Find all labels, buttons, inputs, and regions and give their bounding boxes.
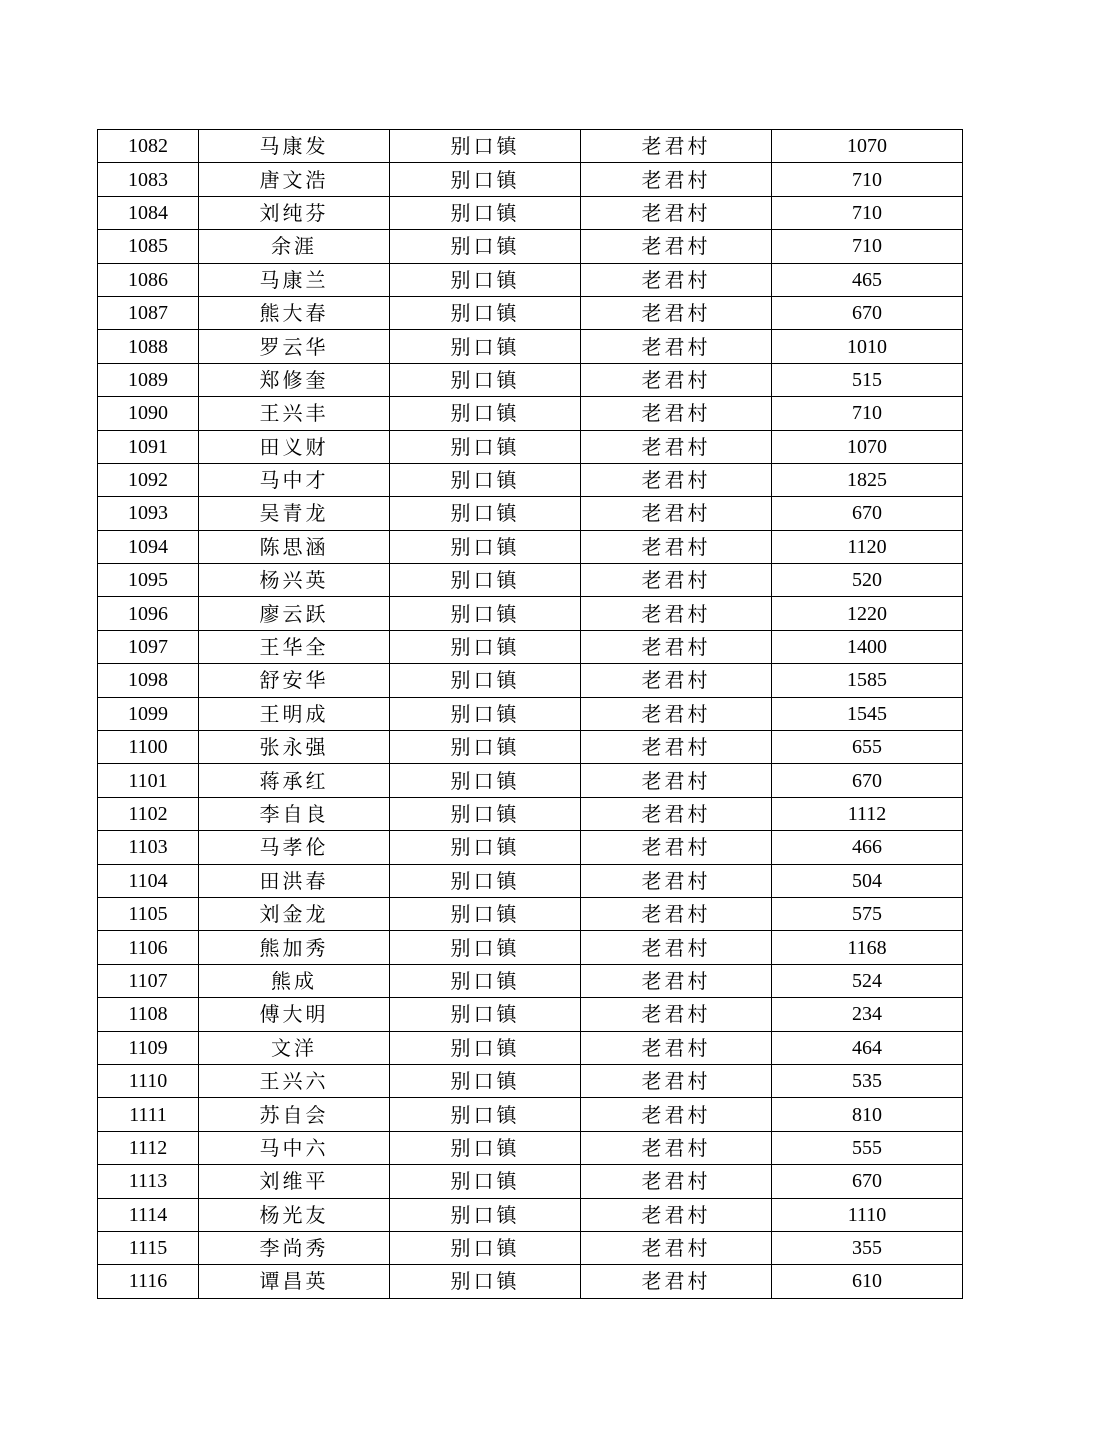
village-cell: 老君村 xyxy=(581,397,772,430)
amount-cell: 520 xyxy=(772,564,963,597)
table-row xyxy=(98,263,963,296)
amount-cell: 234 xyxy=(772,998,963,1031)
name-cell: 谭昌英 xyxy=(199,1265,390,1298)
town-cell: 别口镇 xyxy=(390,764,581,797)
town-cell: 别口镇 xyxy=(390,497,581,530)
town-cell: 别口镇 xyxy=(390,1031,581,1064)
village-cell: 老君村 xyxy=(581,330,772,363)
village-cell: 老君村 xyxy=(581,731,772,764)
name-cell: 马孝伦 xyxy=(199,831,390,864)
amount-cell: 465 xyxy=(772,263,963,296)
town-cell: 别口镇 xyxy=(390,564,581,597)
name-cell: 田洪春 xyxy=(199,864,390,897)
table-row xyxy=(98,163,963,196)
town-cell: 别口镇 xyxy=(390,897,581,930)
table-row xyxy=(98,664,963,697)
village-cell: 老君村 xyxy=(581,764,772,797)
row-number-cell: 1106 xyxy=(98,931,199,964)
amount-cell: 535 xyxy=(772,1064,963,1097)
table-row xyxy=(98,130,963,163)
name-cell: 田义财 xyxy=(199,430,390,463)
row-number-cell: 1105 xyxy=(98,897,199,930)
table-row xyxy=(98,296,963,329)
name-cell: 刘维平 xyxy=(199,1165,390,1198)
village-cell: 老君村 xyxy=(581,530,772,563)
table-row xyxy=(98,196,963,229)
amount-cell: 710 xyxy=(772,163,963,196)
table-row xyxy=(98,497,963,530)
name-cell: 陈思涵 xyxy=(199,530,390,563)
row-number-cell: 1096 xyxy=(98,597,199,630)
village-cell: 老君村 xyxy=(581,463,772,496)
name-cell: 舒安华 xyxy=(199,664,390,697)
row-number-cell: 1115 xyxy=(98,1231,199,1264)
amount-cell: 464 xyxy=(772,1031,963,1064)
name-cell: 廖云跃 xyxy=(199,597,390,630)
village-cell: 老君村 xyxy=(581,1231,772,1264)
name-cell: 熊成 xyxy=(199,964,390,997)
amount-cell: 515 xyxy=(772,363,963,396)
town-cell: 别口镇 xyxy=(390,230,581,263)
town-cell: 别口镇 xyxy=(390,1265,581,1298)
village-cell: 老君村 xyxy=(581,363,772,396)
row-number-cell: 1091 xyxy=(98,430,199,463)
row-number-cell: 1101 xyxy=(98,764,199,797)
name-cell: 王华全 xyxy=(199,630,390,663)
name-cell: 张永强 xyxy=(199,731,390,764)
village-cell: 老君村 xyxy=(581,1265,772,1298)
town-cell: 别口镇 xyxy=(390,263,581,296)
table-row xyxy=(98,897,963,930)
town-cell: 别口镇 xyxy=(390,931,581,964)
row-number-cell: 1113 xyxy=(98,1165,199,1198)
table-row xyxy=(98,363,963,396)
row-number-cell: 1104 xyxy=(98,864,199,897)
town-cell: 别口镇 xyxy=(390,998,581,1031)
row-number-cell: 1085 xyxy=(98,230,199,263)
town-cell: 别口镇 xyxy=(390,196,581,229)
village-cell: 老君村 xyxy=(581,1165,772,1198)
amount-cell: 670 xyxy=(772,1165,963,1198)
table-row xyxy=(98,530,963,563)
row-number-cell: 1100 xyxy=(98,731,199,764)
amount-cell: 1112 xyxy=(772,797,963,830)
name-cell: 李自良 xyxy=(199,797,390,830)
amount-cell: 1010 xyxy=(772,330,963,363)
town-cell: 别口镇 xyxy=(390,697,581,730)
amount-cell: 1168 xyxy=(772,931,963,964)
village-cell: 老君村 xyxy=(581,1098,772,1131)
table-row xyxy=(98,831,963,864)
amount-cell: 1400 xyxy=(772,630,963,663)
village-cell: 老君村 xyxy=(581,697,772,730)
town-cell: 别口镇 xyxy=(390,430,581,463)
name-cell: 罗云华 xyxy=(199,330,390,363)
row-number-cell: 1082 xyxy=(98,130,199,163)
row-number-cell: 1103 xyxy=(98,831,199,864)
amount-cell: 610 xyxy=(772,1265,963,1298)
amount-cell: 710 xyxy=(772,196,963,229)
row-number-cell: 1114 xyxy=(98,1198,199,1231)
amount-cell: 555 xyxy=(772,1131,963,1164)
amount-cell: 1070 xyxy=(772,130,963,163)
amount-cell: 670 xyxy=(772,497,963,530)
row-number-cell: 1102 xyxy=(98,797,199,830)
row-number-cell: 1087 xyxy=(98,296,199,329)
table-row xyxy=(98,1064,963,1097)
name-cell: 马康发 xyxy=(199,130,390,163)
table-row xyxy=(98,430,963,463)
town-cell: 别口镇 xyxy=(390,363,581,396)
village-cell: 老君村 xyxy=(581,797,772,830)
row-number-cell: 1088 xyxy=(98,330,199,363)
town-cell: 别口镇 xyxy=(390,1131,581,1164)
row-number-cell: 1110 xyxy=(98,1064,199,1097)
row-number-cell: 1108 xyxy=(98,998,199,1031)
village-cell: 老君村 xyxy=(581,931,772,964)
town-cell: 别口镇 xyxy=(390,530,581,563)
town-cell: 别口镇 xyxy=(390,831,581,864)
name-cell: 杨光友 xyxy=(199,1198,390,1231)
town-cell: 别口镇 xyxy=(390,597,581,630)
village-cell: 老君村 xyxy=(581,630,772,663)
village-cell: 老君村 xyxy=(581,664,772,697)
village-cell: 老君村 xyxy=(581,1198,772,1231)
row-number-cell: 1098 xyxy=(98,664,199,697)
table-row xyxy=(98,764,963,797)
table-row xyxy=(98,630,963,663)
village-cell: 老君村 xyxy=(581,163,772,196)
town-cell: 别口镇 xyxy=(390,630,581,663)
row-number-cell: 1112 xyxy=(98,1131,199,1164)
name-cell: 文洋 xyxy=(199,1031,390,1064)
village-cell: 老君村 xyxy=(581,263,772,296)
table-row xyxy=(98,864,963,897)
row-number-cell: 1086 xyxy=(98,263,199,296)
name-cell: 傅大明 xyxy=(199,998,390,1031)
town-cell: 别口镇 xyxy=(390,163,581,196)
village-cell: 老君村 xyxy=(581,831,772,864)
name-cell: 杨兴英 xyxy=(199,564,390,597)
row-number-cell: 1089 xyxy=(98,363,199,396)
row-number-cell: 1107 xyxy=(98,964,199,997)
name-cell: 王兴丰 xyxy=(199,397,390,430)
amount-cell: 524 xyxy=(772,964,963,997)
table-row xyxy=(98,330,963,363)
amount-cell: 710 xyxy=(772,230,963,263)
name-cell: 熊大春 xyxy=(199,296,390,329)
town-cell: 别口镇 xyxy=(390,463,581,496)
village-cell: 老君村 xyxy=(581,130,772,163)
table-row xyxy=(98,230,963,263)
name-cell: 李尚秀 xyxy=(199,1231,390,1264)
table-row xyxy=(98,463,963,496)
amount-cell: 670 xyxy=(772,764,963,797)
village-cell: 老君村 xyxy=(581,1031,772,1064)
name-cell: 刘金龙 xyxy=(199,897,390,930)
table-row xyxy=(98,931,963,964)
town-cell: 别口镇 xyxy=(390,797,581,830)
amount-cell: 1825 xyxy=(772,463,963,496)
town-cell: 别口镇 xyxy=(390,130,581,163)
table-row xyxy=(98,397,963,430)
table-row xyxy=(98,964,963,997)
table-row xyxy=(98,731,963,764)
town-cell: 别口镇 xyxy=(390,864,581,897)
village-cell: 老君村 xyxy=(581,1131,772,1164)
amount-cell: 810 xyxy=(772,1098,963,1131)
amount-cell: 1070 xyxy=(772,430,963,463)
village-cell: 老君村 xyxy=(581,497,772,530)
table-row xyxy=(98,597,963,630)
village-cell: 老君村 xyxy=(581,897,772,930)
amount-cell: 575 xyxy=(772,897,963,930)
village-cell: 老君村 xyxy=(581,230,772,263)
name-cell: 郑修奎 xyxy=(199,363,390,396)
amount-cell: 670 xyxy=(772,296,963,329)
town-cell: 别口镇 xyxy=(390,731,581,764)
name-cell: 刘纯芬 xyxy=(199,196,390,229)
row-number-cell: 1116 xyxy=(98,1265,199,1298)
town-cell: 别口镇 xyxy=(390,1064,581,1097)
row-number-cell: 1092 xyxy=(98,463,199,496)
town-cell: 别口镇 xyxy=(390,296,581,329)
town-cell: 别口镇 xyxy=(390,330,581,363)
row-number-cell: 1099 xyxy=(98,697,199,730)
amount-cell: 1220 xyxy=(772,597,963,630)
amount-cell: 1545 xyxy=(772,697,963,730)
records-table-body xyxy=(98,130,963,1299)
row-number-cell: 1083 xyxy=(98,163,199,196)
town-cell: 别口镇 xyxy=(390,664,581,697)
village-cell: 老君村 xyxy=(581,296,772,329)
row-number-cell: 1097 xyxy=(98,630,199,663)
row-number-cell: 1090 xyxy=(98,397,199,430)
table-row xyxy=(98,1231,963,1264)
table-row xyxy=(98,1198,963,1231)
name-cell: 王兴六 xyxy=(199,1064,390,1097)
table-row xyxy=(98,564,963,597)
name-cell: 唐文浩 xyxy=(199,163,390,196)
table-row xyxy=(98,1265,963,1298)
town-cell: 别口镇 xyxy=(390,397,581,430)
name-cell: 马中才 xyxy=(199,463,390,496)
amount-cell: 355 xyxy=(772,1231,963,1264)
village-cell: 老君村 xyxy=(581,964,772,997)
name-cell: 马康兰 xyxy=(199,263,390,296)
town-cell: 别口镇 xyxy=(390,964,581,997)
name-cell: 余涯 xyxy=(199,230,390,263)
town-cell: 别口镇 xyxy=(390,1098,581,1131)
amount-cell: 1585 xyxy=(772,664,963,697)
records-table xyxy=(97,129,963,1299)
row-number-cell: 1084 xyxy=(98,196,199,229)
row-number-cell: 1111 xyxy=(98,1098,199,1131)
amount-cell: 504 xyxy=(772,864,963,897)
table-row xyxy=(98,1165,963,1198)
name-cell: 马中六 xyxy=(199,1131,390,1164)
village-cell: 老君村 xyxy=(581,597,772,630)
name-cell: 苏自会 xyxy=(199,1098,390,1131)
table-row xyxy=(98,998,963,1031)
amount-cell: 466 xyxy=(772,831,963,864)
name-cell: 吴青龙 xyxy=(199,497,390,530)
table-row xyxy=(98,1131,963,1164)
village-cell: 老君村 xyxy=(581,1064,772,1097)
amount-cell: 655 xyxy=(772,731,963,764)
name-cell: 蒋承红 xyxy=(199,764,390,797)
village-cell: 老君村 xyxy=(581,998,772,1031)
amount-cell: 710 xyxy=(772,397,963,430)
table-row xyxy=(98,1098,963,1131)
town-cell: 别口镇 xyxy=(390,1231,581,1264)
name-cell: 王明成 xyxy=(199,697,390,730)
amount-cell: 1120 xyxy=(772,530,963,563)
table-row xyxy=(98,1031,963,1064)
town-cell: 别口镇 xyxy=(390,1198,581,1231)
amount-cell: 1110 xyxy=(772,1198,963,1231)
village-cell: 老君村 xyxy=(581,864,772,897)
town-cell: 别口镇 xyxy=(390,1165,581,1198)
row-number-cell: 1093 xyxy=(98,497,199,530)
name-cell: 熊加秀 xyxy=(199,931,390,964)
row-number-cell: 1095 xyxy=(98,564,199,597)
village-cell: 老君村 xyxy=(581,196,772,229)
row-number-cell: 1094 xyxy=(98,530,199,563)
row-number-cell: 1109 xyxy=(98,1031,199,1064)
village-cell: 老君村 xyxy=(581,564,772,597)
table-row xyxy=(98,797,963,830)
table-row xyxy=(98,697,963,730)
village-cell: 老君村 xyxy=(581,430,772,463)
